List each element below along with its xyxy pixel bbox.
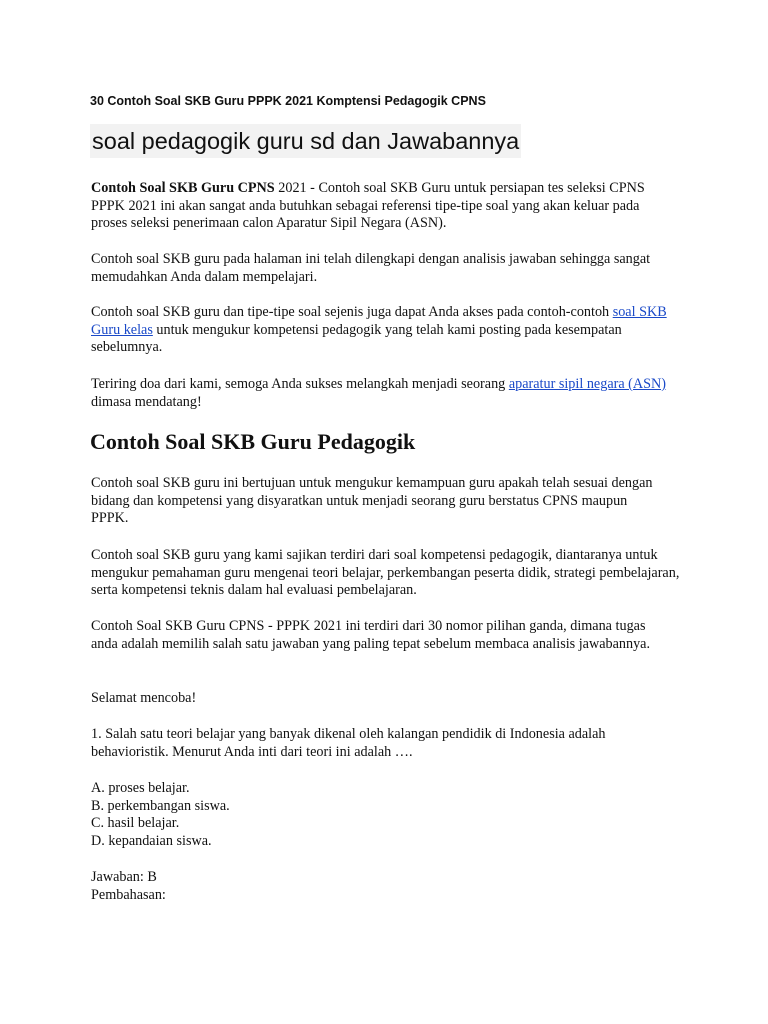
section-paragraph-1-text: Contoh soal SKB guru ini bertujuan untuk mengukur kemampuan guru apakah telah sesuai dengan bidang dan kompetensi yang disyaratkan untuk menjadi seorang guru berstatus CPNS maupun PPPK. — [91, 475, 653, 526]
paragraph-3-after: untuk mengukur kompetensi pedagogik yang telah kami posting pada kesempatan sebelumnya. — [91, 321, 622, 355]
link-aparatur-sipil-negara[interactable]: aparatur sipil negara (ASN) — [508, 376, 667, 392]
question-1-options — [91, 780, 491, 851]
paragraph-3 — [91, 304, 681, 357]
paragraph-4-before: Teriring doa dari kami, semoga Anda sukses melangkah menjadi seorang — [91, 376, 509, 392]
section-paragraph-2-text: Contoh soal SKB guru yang kami sajikan terdiri dari soal kompetensi pedagogik, diantaranya untuk mengukur pemahaman guru mengenai teori belajar, perkembangan peserta didik, strategi pembelajaran, serta kompetensi teknis dalam hal evaluasi pembelajaran. — [91, 547, 680, 598]
intro-text: 2021 - Contoh soal SKB Guru untuk persiapan tes seleksi CPNS PPPK 2021 ini akan sangat anda butuhkan sebagai referensi tipe-tipe soal yang akan keluar pada proses seleksi penerimaan calon Aparatur Sipil Negara (ASN). — [91, 180, 645, 231]
option-a: A. proses belajar. — [91, 780, 190, 796]
section-paragraph-3-text: Contoh Soal SKB Guru CPNS - PPPK 2021 ini terdiri dari 30 nomor pilihan ganda, dimana tugas anda adalah memilih salah satu jawaban yang paling tepat sebelum membaca analisis jawabannya. — [91, 618, 651, 652]
paragraph-2-text: Contoh soal SKB guru pada halaman ini telah dilengkapi dengan analisis jawaban sehingga sangat memudahkan Anda dalam mempelajari. — [91, 251, 651, 285]
paragraph-4 — [91, 376, 681, 411]
question-1 — [91, 726, 671, 761]
section-paragraph-4-text: Selamat mencoba! — [91, 690, 197, 706]
answer-text: Jawaban: B — [91, 869, 157, 885]
paragraph-4-after: dimasa mendatang! — [91, 393, 202, 410]
explanation-label: Pembahasan: — [91, 886, 166, 903]
section-paragraph-3 — [91, 618, 666, 653]
paragraph-3-before: Contoh soal SKB guru dan tipe-tipe soal sejenis juga dapat Anda akses pada contoh-contoh — [91, 304, 613, 320]
section-paragraph-2 — [91, 547, 681, 600]
link-soal-skb-guru-kelas[interactable]: soal SKB Guru kelas — [91, 304, 667, 338]
section-heading: Contoh Soal SKB Guru Pedagogik — [90, 429, 416, 454]
intro-paragraph — [91, 180, 651, 233]
option-c: C. hasil belajar. — [91, 815, 180, 832]
section-paragraph-1 — [91, 475, 661, 528]
document-title: 30 Contoh Soal SKB Guru PPPK 2021 Komptensi Pedagogik CPNS — [90, 94, 486, 108]
option-d: D. kepandaian siswa. — [91, 833, 212, 850]
section-paragraph-4 — [91, 690, 691, 708]
document-subtitle: soal pedagogik guru sd dan Jawabannya — [90, 124, 521, 158]
paragraph-2 — [91, 251, 651, 286]
question-1-text: 1. Salah satu teori belajar yang banyak dikenal oleh kalangan pendidik di Indonesia adalah behavioristik. Menurut Anda inti dari teori ini adalah …. — [91, 726, 606, 760]
option-b: B. perkembangan siswa. — [91, 797, 230, 814]
intro-bold-lead: Contoh Soal SKB Guru CPNS — [91, 180, 275, 196]
question-1-answer-block — [91, 869, 491, 904]
